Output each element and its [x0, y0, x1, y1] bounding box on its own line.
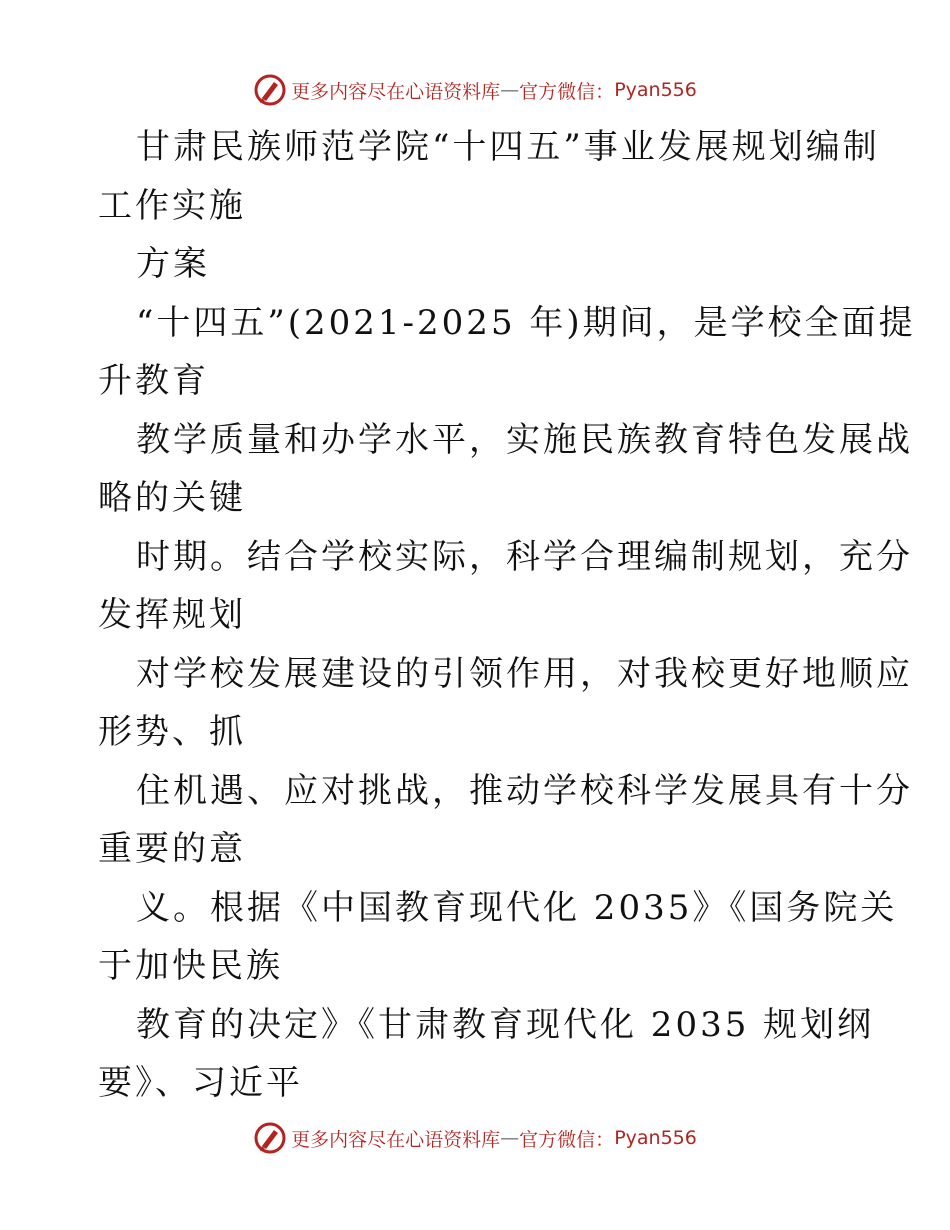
- text-line: 工作实施: [98, 185, 246, 226]
- text-line: 升教育: [98, 361, 209, 401]
- text-line: 形势、抓: [98, 712, 246, 752]
- text-line: 时期。结合学校实际，科学合理编制规划，充分: [136, 536, 913, 577]
- banner-main-text: 更多内容尽在心语资料库: [291, 80, 501, 103]
- text-line: 略的关键: [98, 478, 246, 518]
- pen-logo-icon: [253, 1121, 287, 1155]
- banner-separator: —: [500, 79, 520, 101]
- text-line: 于加快民族: [98, 946, 283, 986]
- text-line: “十四五”(2021-2025 年)期间，是学校全面提: [136, 302, 916, 343]
- text-line: 重要的意: [98, 829, 246, 869]
- text-line: 教育的决定》《甘肃教育现代化 2035 规划纲: [136, 1004, 875, 1045]
- text-line: 要》、习近平: [98, 1063, 303, 1103]
- text-line: 住机遇、应对挑战，推动学校科学发展具有十分: [136, 770, 913, 811]
- text-line: 方案: [136, 244, 210, 284]
- text-line: 对学校发展建设的引领作用，对我校更好地顺应: [136, 653, 913, 694]
- document-body: [98, 118, 916, 1113]
- text-line: 义。根据《中国教育现代化 2035》《国务院关: [136, 887, 898, 928]
- pen-logo-icon: [253, 73, 287, 107]
- banner-wechat-id: Pyan556: [614, 79, 697, 101]
- text-line: 教学质量和办学水平，实施民族教育特色发展战: [136, 419, 913, 460]
- footer-watermark: [0, 1118, 950, 1158]
- banner-main-text: 更多内容尽在心语资料库: [291, 1128, 501, 1151]
- banner-official-text: 官方微信：: [519, 1128, 615, 1151]
- banner-wechat-id: Pyan556: [614, 1127, 697, 1149]
- text-line: 发挥规划: [98, 595, 246, 635]
- banner-separator: —: [500, 1127, 520, 1149]
- header-watermark: [0, 70, 950, 110]
- text-line: 甘肃民族师范学院“十四五”事业发展规划编制: [136, 127, 880, 167]
- banner-official-text: 官方微信：: [519, 80, 615, 103]
